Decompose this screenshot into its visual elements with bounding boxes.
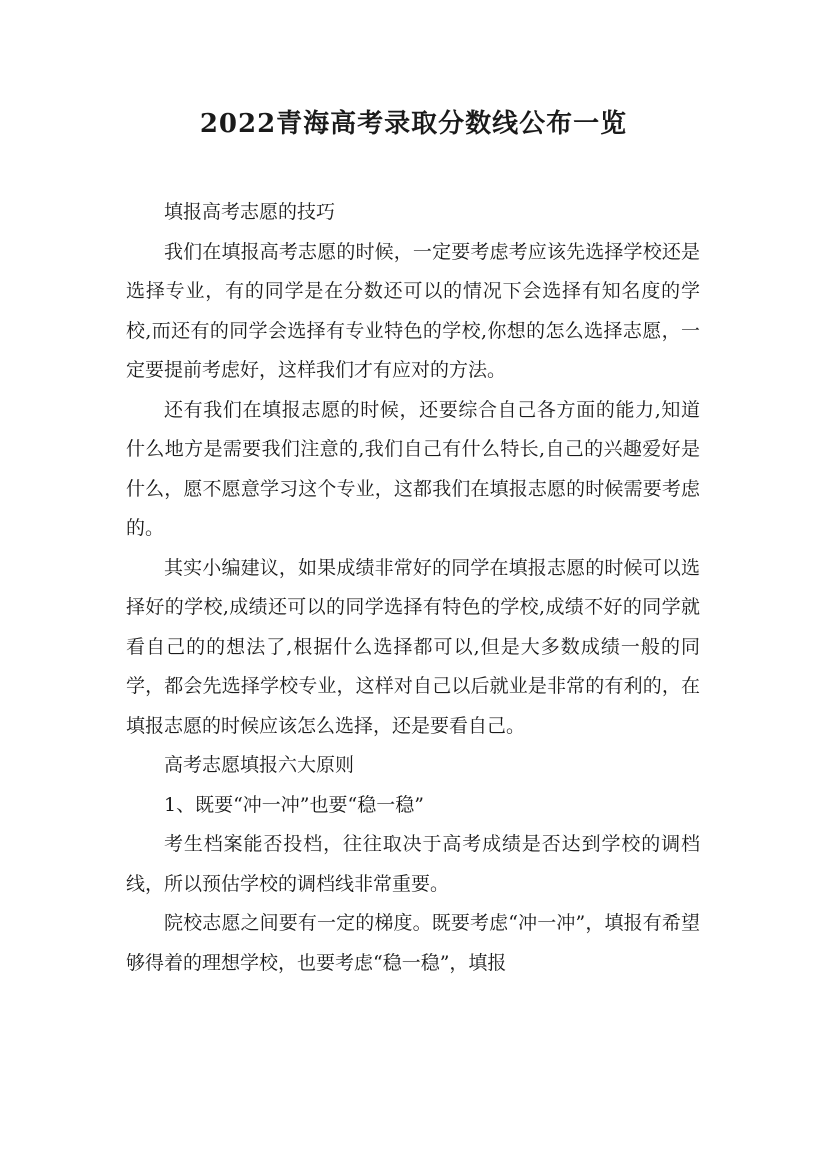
page-title: 2022青海高考录取分数线公布一览	[199, 109, 628, 139]
paragraph-gradient: 院校志愿之间要有一定的梯度。既要考虑“冲一冲”，填报有希望够得着的理想学校，也要考虑“稳一稳”，填报	[126, 912, 700, 974]
section-heading-principles: 高考志愿填报六大原则	[164, 754, 355, 776]
document-body	[126, 193, 700, 983]
principle-1-heading: 1、既要“冲一冲”也要“稳一稳”	[164, 793, 424, 816]
section-heading-tips: 填报高考志愿的技巧	[164, 201, 336, 223]
paragraph-abilities: 还有我们在填报志愿的时候，还要综合自己各方面的能力,知道什么地方是需要我们注意的,我们自己有什么特长,自己的兴趣爱好是什么，愿不愿意学习这个专业，这都我们在填报志愿的时候需要考虑的。	[126, 398, 700, 539]
paragraph-editor-advice: 其实小编建议，如果成绩非常好的同学在填报志愿的时候可以选择好的学校,成绩还可以的同学选择有特色的学校,成绩不好的同学就看自己的的想法了,根据什么选择都可以,但是大多数成绩一般的同学，都会先选择学校专业，这样对自己以后就业是非常的有利的，在填报志愿的时候应该怎么选择，还是要看自己。	[126, 556, 700, 737]
paragraph-archive-line: 考生档案能否投档，往往取决于高考成绩是否达到学校的调档线，所以预估学校的调档线非常重要。	[126, 833, 700, 895]
paragraph-school-or-major: 我们在填报高考志愿的时候，一定要考虑考应该先选择学校还是选择专业，有的同学是在分数还可以的情况下会选择有知名度的学校,而还有的同学会选择有专业特色的学校,你想的怎么选择志愿，一定要提前考虑好，这样我们才有应对的方法。	[126, 240, 700, 381]
